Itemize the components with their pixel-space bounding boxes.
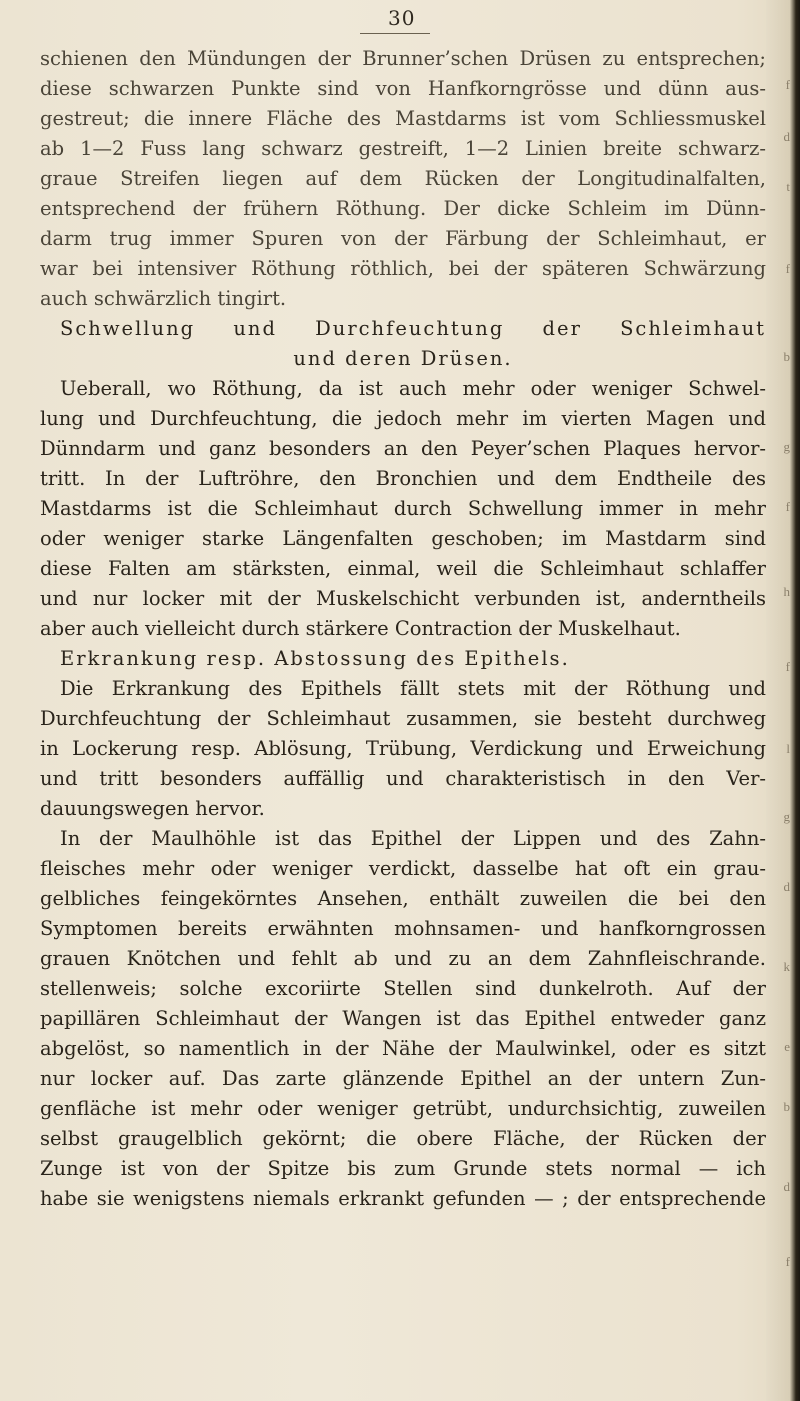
text-line: graue Streifen liegen auf dem Rücken der Longitudinalfalten, <box>40 167 766 190</box>
text-line: In der Maulhöhle ist das Epithel der Lippen und des Zahn- <box>60 827 766 850</box>
text-line: und tritt besonders auffällig und charakteristisch in den Ver- <box>40 767 766 790</box>
text-line: oder weniger starke Längenfalten geschoben; im Mastdarm sind <box>40 527 766 550</box>
bleed-glyph: b <box>783 1099 790 1114</box>
text-line: und nur locker mit der Muskelschicht verbunden ist, anderntheils <box>40 587 766 610</box>
bleed-glyph: e <box>784 1039 790 1054</box>
text-line: papillären Schleimhaut der Wangen ist das Epithel entweder ganz <box>40 1007 766 1030</box>
text-line: ab 1—2 Fuss lang schwarz gestreift, 1—2 Linien breite schwarz- <box>40 137 766 160</box>
bleed-glyph: f <box>785 499 790 514</box>
text-line: gelbliches feingekörntes Ansehen, enthält zuweilen die bei den <box>40 887 766 910</box>
facing-page-edge <box>766 0 800 1401</box>
bleed-glyph: g <box>783 809 790 824</box>
bleed-glyph: f <box>785 261 790 276</box>
bleed-glyph: d <box>783 129 790 144</box>
text-line: fleisches mehr oder weniger verdickt, dasselbe hat oft ein grau- <box>40 857 766 880</box>
bleed-glyph: f <box>785 659 790 674</box>
text-line: dauungswegen hervor. <box>40 797 265 820</box>
text-line: stellenweis; solche excoriirte Stellen sind dunkelroth. Auf der <box>40 977 766 1000</box>
text-line: Symptomen bereits erwähnten mohnsamen- und hanfkorngrossen <box>40 917 766 940</box>
text-line: Zunge ist von der Spitze bis zum Grunde stets normal — ich <box>40 1157 766 1180</box>
bleed-glyph: d <box>783 1179 790 1194</box>
text-line: tritt. In der Luftröhre, den Bronchien und dem Endtheile des <box>40 467 766 490</box>
text-line: darm trug immer Spuren von der Färbung der Schleimhaut, er <box>40 227 766 250</box>
text-line: war bei intensiver Röthung röthlich, bei der späteren Schwärzung <box>40 257 766 280</box>
text-line: Dünndarm und ganz besonders an den Peyer’schen Plaques hervor- <box>40 437 766 460</box>
bleed-glyph: d <box>783 879 790 894</box>
bleed-glyph: h <box>783 584 790 599</box>
bleed-glyph: g <box>783 439 790 454</box>
text-line: Mastdarms ist die Schleimhaut durch Schwellung immer in mehr <box>40 497 766 520</box>
text-line: in Lockerung resp. Ablösung, Trübung, Verdickung und Erweichung <box>40 737 766 760</box>
text-line: nur locker auf. Das zarte glänzende Epithel an der untern Zun- <box>40 1067 766 1090</box>
text-line: lung und Durchfeuchtung, die jedoch mehr im vierten Magen und <box>40 407 766 430</box>
page-number: 30 <box>388 6 416 30</box>
bleed-glyph: l <box>786 741 790 756</box>
text-line: aber auch vielleicht durch stärkere Contraction der Muskelhaut. <box>40 617 681 640</box>
text-line: gestreut; die innere Fläche des Mastdarms ist vom Schliessmuskel <box>40 107 766 130</box>
text-line: habe sie wenigstens niemals erkrankt gefunden — ; der entsprechende <box>40 1187 766 1210</box>
text-line: grauen Knötchen und fehlt ab und zu an dem Zahnfleischrande. <box>40 947 766 970</box>
text-line: schienen den Mündungen der Brunner’schen Drüsen zu entsprechen; <box>40 47 766 70</box>
text-line: genfläche ist mehr oder weniger getrübt, undurchsichtig, zuweilen <box>40 1097 766 1120</box>
bleed-glyph: f <box>785 77 790 92</box>
section-heading: Schwellung und Durchfeuchtung der Schleimhaut <box>60 317 766 340</box>
text-line: diese Falten am stärksten, einmal, weil die Schleimhaut schlaffer <box>40 557 766 580</box>
header-rule <box>360 33 430 34</box>
text-line: Ueberall, wo Röthung, da ist auch mehr oder weniger Schwel- <box>60 377 766 400</box>
text-line: selbst graugelblich gekörnt; die obere Fläche, der Rücken der <box>40 1127 766 1150</box>
body-text <box>40 44 766 1214</box>
section-heading-continuation: und deren Drüsen. <box>293 347 513 370</box>
text-line: Durchfeuchtung der Schleimhaut zusammen, sie besteht durchweg <box>40 707 766 730</box>
text-line: diese schwarzen Punkte sind von Hanfkorngrösse und dünn aus- <box>40 77 766 100</box>
bleed-glyph: f <box>785 1254 790 1269</box>
bleed-glyph: b <box>783 349 790 364</box>
section-heading: Erkrankung resp. Abstossung des Epithels. <box>60 647 570 670</box>
bleed-glyph: t <box>786 179 790 194</box>
text-line: Die Erkrankung des Epithels fällt stets mit der Röthung und <box>60 677 766 700</box>
text-line: auch schwärzlich tingirt. <box>40 287 287 310</box>
text-line: entsprechend der frühern Röthung. Der dicke Schleim im Dünn- <box>40 197 766 220</box>
text-line: abgelöst, so namentlich in der Nähe der Maulwinkel, oder es sitzt <box>40 1037 766 1060</box>
bleed-glyph: k <box>783 959 790 974</box>
